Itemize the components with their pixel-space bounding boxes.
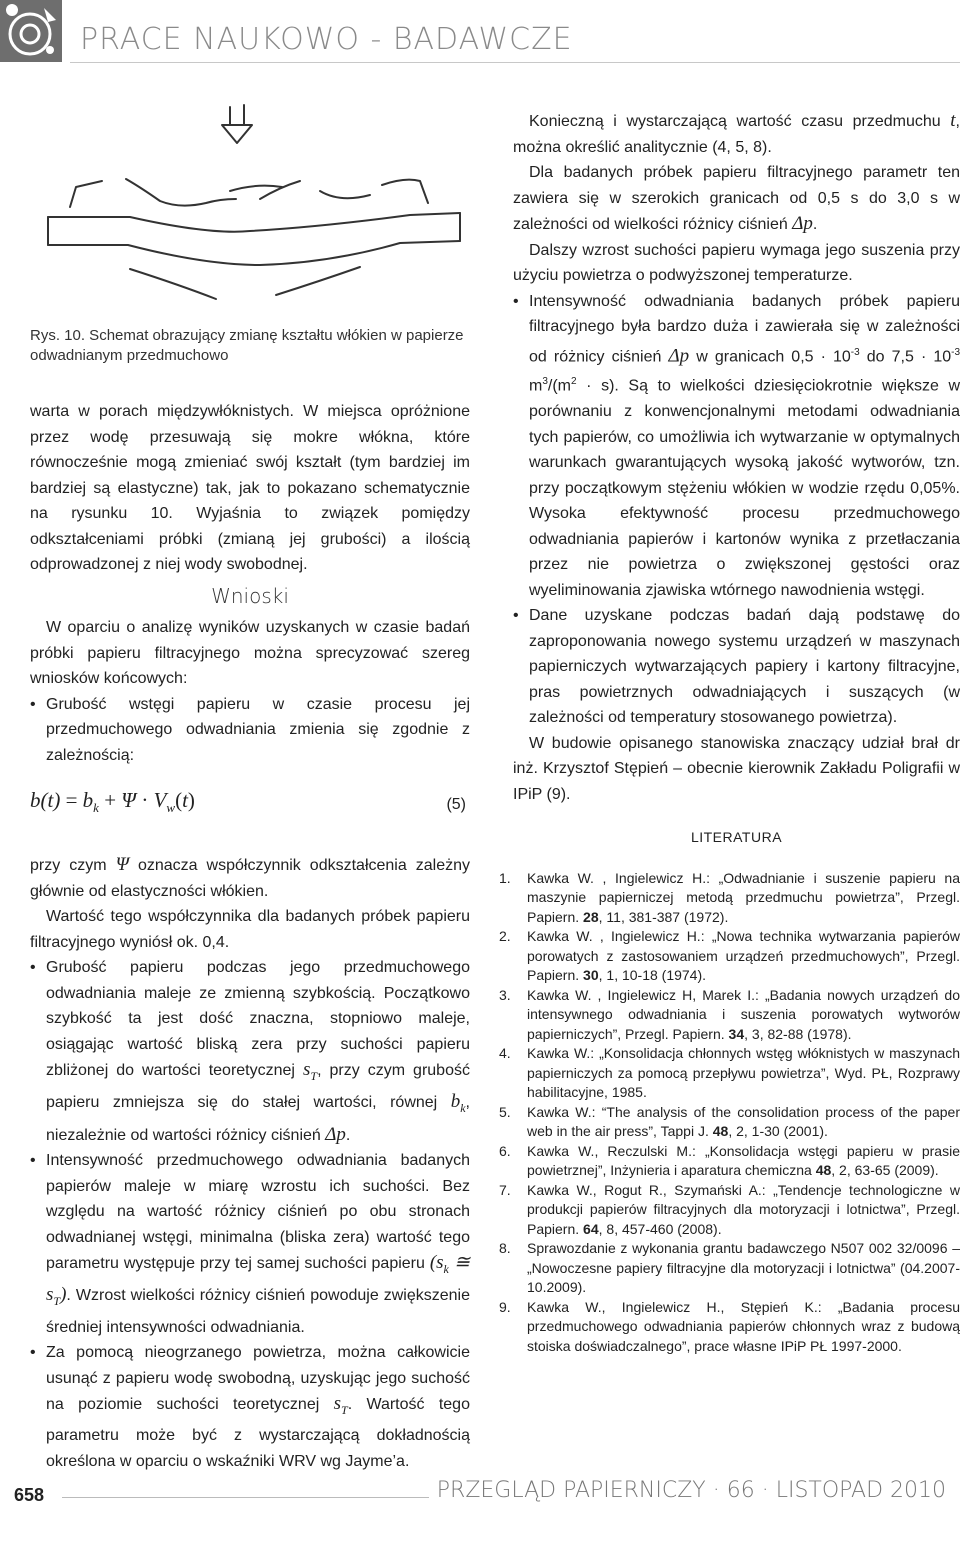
figure-10 (30, 95, 470, 305)
reference-item (499, 927, 960, 986)
reference-text: Kawka W. , Ingielewicz H.: „Nowa technika wytwarzania papierów porowatych z zastosowaniem urządzeń przedmuchowych”, Przegl. Papiern. (527, 928, 960, 984)
text-run: · s). Są to wielkości dziesięciokrotnie większe w porównaniu z konwencjonalnymi metodami odwadniania tych papierów, co umożliwia ich wytwarzanie w optymalnych warunkach gwarantujących wysoką jakość wytworów, tzn. przy początkowym stężeniu włókien w wodzie rzędu 0,05%. Wysoka efektywność procesu przedmuchowego odwadniania papierów i kartonów wynika z przetłaczania przez nie powietrza o zwiększonej gęstości oraz wyeliminowania zjawiska wtórnego nawodnienia wstęgi. (529, 377, 960, 599)
reference-number: 9. (499, 1298, 511, 1315)
left-column (30, 399, 470, 1474)
equation-5 (30, 780, 470, 830)
text-run: , niezależnie od wartości różnicy ciśnień (46, 1094, 470, 1144)
paragraph: W budowie opisanego stanowiska znaczący udział brał dr inż. Krzysztof Stępień – obecnie kierownik Zakładu Poligrafii w IPiP (9). (513, 734, 960, 803)
section-title-wnioski: Wnioski (211, 583, 289, 608)
text-run: przy czym (30, 857, 107, 874)
reference-volume: 48 (815, 1162, 832, 1179)
paragraph: W oparciu o analizę wyników uzyskanych w czasie badań próbki papieru filtracyjnego można sprecyzować szereg wniosków końcowych: (30, 619, 470, 687)
literature-title: LITERATURA (690, 829, 783, 846)
reference-volume: 30 (583, 967, 599, 984)
reference-volume: 28 (583, 908, 599, 925)
equation-body: $b(t) = b_k + \Psi \cdot V_w(t)$ (30, 788, 195, 816)
reference-item (499, 1142, 960, 1181)
text-run: . Wartość tego parametru może być z wystarczającą dokładnością określona w oparciu o wskaźniki WRV wg Jayme’a. (46, 1396, 470, 1470)
reference-text: Kawka W., Rogut R., Szymański A.: „Tendencje technologiczne w produkcji papierów filtracyjnych dla motoryzacji i lotnictwa”, Przegl. Papiern. (527, 1181, 960, 1237)
reference-volume: 34 (728, 1025, 745, 1042)
reference-text: Kawka W. , Ingielewicz H.: „Odwadnianie i suszenie papieru na maszynie papierniczej metodą przedmuchu powietrza”, Przegl. Papiern. (527, 869, 960, 925)
reference-text: , 3, 82-88 (1978). (744, 1025, 852, 1042)
text-run: . Wzrost wielkości różnicy ciśnień powoduje zwiększenie średniej intensywności odwadniania. (46, 1287, 470, 1336)
math-sk-approx-sT: ($s_k$ ≅ $s_T$) (46, 1252, 470, 1309)
list-item (30, 1340, 470, 1474)
reference-item (499, 1298, 960, 1357)
reference-text: , 2, 1-30 (2001). (728, 1123, 828, 1140)
reference-item (499, 1239, 960, 1298)
reference-text: Kawka W. , Ingielewicz H, Marek I.: „Badania nowych urządzeń do intensywnego odwadniania i suszenia porowatych wytworów papierniczych”, Przegl. Papiern. (527, 986, 960, 1042)
conclusions-list-3 (513, 289, 960, 731)
reference-text: Kawka W., Ingielewicz H., Stępień K.: „Badania procesu przedmuchowego odwadniania papierów chłonnych wraz z budową stoiska doświadczalnego”, prace własne IPiP PŁ 1997-2000. (527, 1298, 960, 1354)
list-item (30, 1148, 470, 1340)
journal-logo (0, 0, 62, 62)
text-run: oznacza współczynnik odkształcenia zależny głównie od elastyczności włókien. (30, 857, 471, 900)
psi-symbol: Ψ (115, 854, 129, 875)
math-delta-p: Δp (325, 1123, 346, 1145)
reference-number: 7. (499, 1181, 511, 1198)
equation-number: (5) (446, 796, 466, 813)
conclusions-list-2 (30, 955, 470, 1474)
text-run: , można określić analitycznie (4, 5, 8). (513, 113, 960, 156)
reference-item (499, 1103, 960, 1142)
paragraph: Dalszy wzrost suchości papieru wymaga jego suszenia przy użyciu powietrza o podwyższonej temperaturze. (513, 241, 960, 284)
reference-text: , 8, 457-460 (2008). (598, 1220, 722, 1237)
reference-item (499, 986, 960, 1045)
journal-name: PRZEGLĄD PAPIERNICZY · 66 · LISTOPAD 2010 (429, 1478, 946, 1503)
reference-text: Kawka W.: „Konsolidacja chłonnych wstęg włóknistych w maszynach papierniczych za pomocą przepływu powietrza”, Wyd. PŁ, Rozprawy habilitacyjne, 1985. (527, 1045, 960, 1101)
reference-item (499, 869, 960, 928)
list-item: • Intensywność odwadniania badanych próbek papieru filtracyjnego była bardzo duża i zawierała się w zależności od różnicy ciśnień Δp w granicach $0,5 \cdot 10^{-3}$ do $7,5 \cdot 10^{-3}$ $m^3/(m^2 \cdot s)$. Są to wielkości dziesięciokrotnie większe w porównaniu z konwencjonalnymi metodami odwadniania tych papierów, co umożliwia ich wytwarzanie w optymalnych warunkach gwarantujących wysoką jakość wytworów, tzn. przy początkowym stężeniu włókien w wodzie rzędu 0,05%. Wysoka efektywność procesu przedmuchowego odwadniania papierów i kartonów wynika z przetłaczania przez nie powietrza o zwiększonej gęstości oraz wyeliminowania zjawiska wtórnego nawodnienia wstęgi. (513, 289, 960, 604)
math-t: t (950, 110, 956, 131)
header-rule (70, 62, 960, 63)
paragraph: warta w porach międzywłóknistych. W miejsca opróżnione przez wodę przesuwają się mokre włókna, które równocześnie mogą zmieniać swój kształt (tym bardziej im bardziej są elastyczne) tak, jak to pokazano schematycznie na rysunku 10. Wyjaśnia to związek pomiędzy odkształceniami próbki (zmianą jej grubości) a ilością odprowadzonej z niej wody swobodnej. (30, 403, 470, 573)
reference-item (499, 1044, 960, 1103)
reference-text: Sprawozdanie z wykonania grantu badawczego N507 002 32/0096 – „Nowoczesne papiery filtracyjne dla motoryzacji i lotnictwa” (04.2007-10.2009). (527, 1240, 960, 1296)
reference-number: 8. (499, 1240, 511, 1257)
logo-graphic (0, 0, 62, 62)
paragraph: Dla badanych próbek papieru filtracyjnego parametr ten zawiera się w szerokich granicach od 0,5 s do 3,0 s w zależności od wielkości różnicy ciśnień Δp. (513, 164, 960, 234)
math-delta-p: Δp (668, 344, 690, 366)
reference-text: , 11, 381-387 (1972). (598, 908, 729, 925)
text-run: , przy czym grubość papieru zmniejsza się do stałej wartości, równej (46, 1062, 470, 1112)
text-run: Intensywność przedmuchowego odwadniania badanych papierów maleje w miarę wzrostu ich suchości. Bez względu na wartość różnicy ciśnień po obu stronach odwadnianej wstęgi, minimalna (bliska zera) wartość tego parametru występuje przy tej samej suchości papieru (46, 1152, 470, 1273)
list-item: • Grubość wstęgi papieru w czasie procesu jej przedmuchowego odwadniania zmienia się zgodnie z zależnością: (30, 692, 470, 769)
math-sT: $s_T$ (302, 1059, 318, 1083)
text-run: Intensywność odwadniania badanych próbek papieru filtracyjnego była bardzo duża i zawierała się w zależności od różnicy ciśnień (529, 292, 960, 365)
paragraph (30, 852, 470, 904)
text-run: /(m (547, 377, 571, 395)
text-run: m (529, 377, 543, 395)
paragraph (513, 108, 960, 160)
reference-number: 6. (499, 1142, 511, 1159)
reference-text: Kawka W.: “The analysis of the consolidation process of the paper web in the air press”, Tappi J. (527, 1103, 960, 1140)
reference-text: , 1, 10-18 (1974). (598, 967, 707, 984)
fiber-deformation-sketch (30, 95, 470, 305)
reference-list (499, 869, 960, 1357)
list-item: • Grubość papieru podczas jego przedmuchowego odwadniania maleje ze zmienną szybkością. Początkowo szybkość ta jest dość znaczna, stopniowo maleje, osiągając wartość bliską zera przy suchości papieru zbliżonej do wartości teoretycznej $s_T$, przy czym grubość papieru zmniejsza się do stałej wartości, równej $b_k$, niezależnie od wartości różnicy ciśnień Δp. (30, 955, 470, 1148)
reference-text: Kawka W., Reczulski M.: „Konsolidacja wstęgi papieru w prasie powietrznej”, Inżynieria i aparatura chemiczna (527, 1142, 960, 1179)
math-delta-p: Δp (792, 213, 813, 234)
text-run: Konieczną i wystarczającą wartość czasu przedmuchu (529, 113, 941, 130)
text-run: do 7,5 · 10 (866, 347, 952, 365)
reference-number: 3. (499, 986, 511, 1003)
reference-number: 2. (499, 928, 511, 945)
conclusions-list-1 (30, 692, 470, 769)
right-column (499, 108, 960, 1356)
reference-item (499, 1181, 960, 1240)
text-run: Za pomocą nieogrzanego powietrza, można całkowicie usunąć z papieru wodę swobodną, uzyskując jego suchość na poziomie suchości teoretycznej (46, 1344, 470, 1414)
reference-number: 5. (499, 1103, 511, 1120)
text-run: w granicach 0,5 · 10 (696, 347, 851, 365)
reference-text: , 2, 63-65 (2009). (831, 1162, 939, 1179)
reference-number: 1. (499, 869, 511, 886)
reference-volume: 48 (712, 1123, 729, 1140)
reference-volume: 64 (583, 1220, 599, 1237)
paragraph: Wartość tego współczynnika dla badanych próbek papieru filtracyjnego wyniósł ok. 0,4. (30, 908, 470, 951)
reference-number: 4. (499, 1045, 511, 1062)
text-run: Grubość papieru podczas jego przedmuchowego odwadniania maleje ze zmienną szybkością. Początkowo szybkość ta jest dość znaczna, stopniowo maleje, osiągając wartość bliską zera przy suchości papieru zbliżonej do wartości teoretycznej (46, 959, 470, 1079)
math-bk: $b_k$ (450, 1091, 466, 1116)
list-item: • Dane uzyskane podczas badań dają podstawę do zaproponowania nowego systemu urządzeń w maszynach papierniczych wytwarzających papiery i kartony filtracyjne, pras powietrznych odwadniających i suszących (w zależności od temperatury stosowanego powietrza). (513, 603, 960, 731)
page-number: 658 (14, 1485, 45, 1505)
running-head: PRACE NAUKOWO - BADAWCZE (80, 22, 573, 57)
text-run: Dla badanych próbek papieru filtracyjnego parametr ten zawiera się w szerokich granicach od 0,5 s do 3,0 s w zależności od wielkości różnicy ciśnień (513, 164, 960, 233)
math-sT: $s_T$ (333, 1393, 348, 1417)
figure-caption: Rys. 10. Schemat obrazujący zmianę kształtu włókien w papierze odwadnianym przedmuchowo (30, 327, 464, 364)
